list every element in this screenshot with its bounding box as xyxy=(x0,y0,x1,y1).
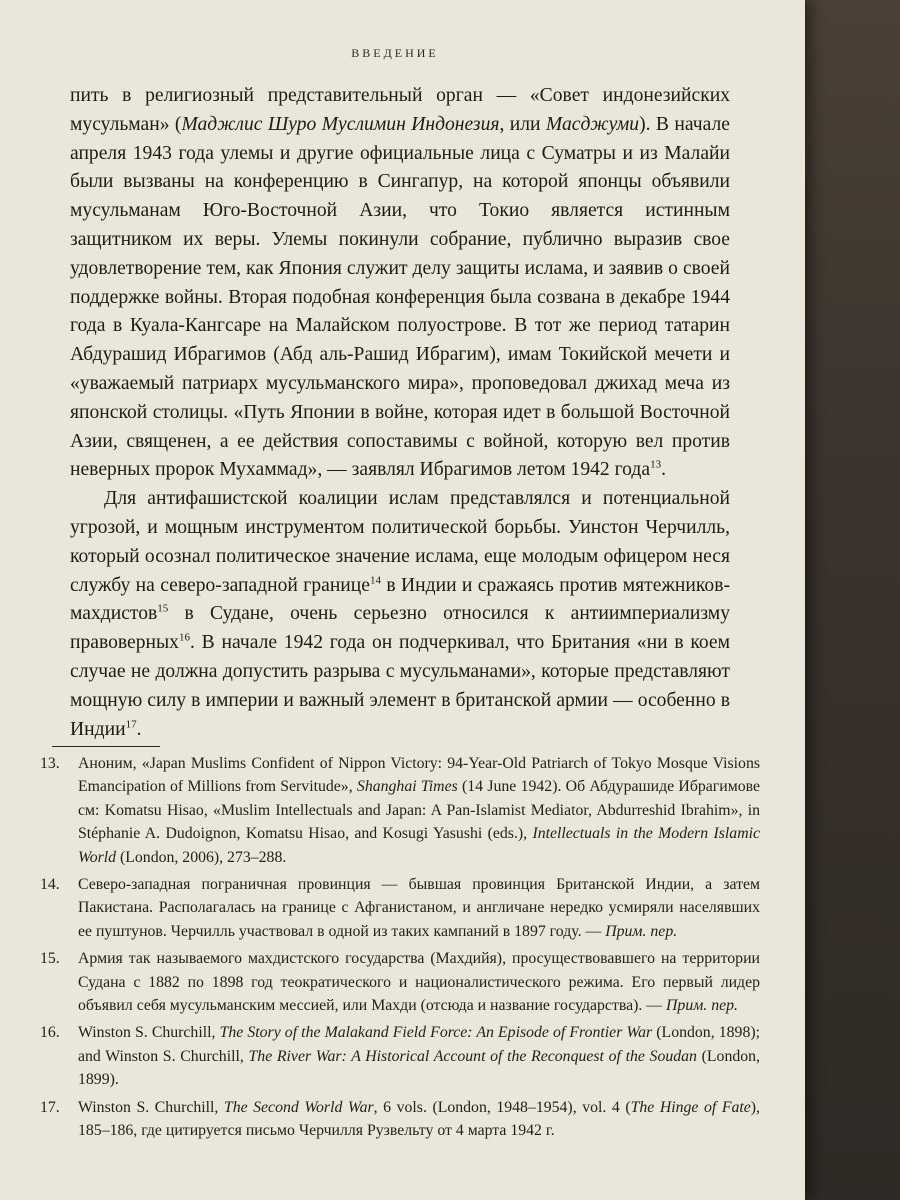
text-span: , или xyxy=(499,113,546,135)
text-span: Winston S. Churchill, xyxy=(78,1098,224,1116)
footnote-number: 14. xyxy=(40,876,60,894)
text-span: ). В начале апреля 1943 года улемы и другие официальные лица с Суматры и из Малайи были вызваны на конференцию в Сингапур, на которой японцы объявили мусульманам Юго-Восточной Азии, что Токио является истинным защитником их веры. Улемы покинули собрание, публично выразив свое удовлетворение тем, как Япония служит делу защиты ислама, и заявив о своей поддержке войны. Вторая подобная конференция была созвана в декабре 1944 года в Куала-Кангсаре на Малайском полуострове. В тот же период татарин Абдурашид Ибрагимов (Абд аль-Рашид Ибрагим), имам Токийской мечети и «уважаемый патриарх мусульманского мира», проповедовал джихад меча из японской столицы. «Путь Японии в войне, которая идет в большой Восточной Азии, священен, а ее действия сопоставимы с войной, которую вел против неверных пророк Мухаммад», — заявлял Ибрагимов летом 1942 года xyxy=(70,113,730,481)
italic-text: Маджлис Шуро Муслимин Индонезия xyxy=(181,113,500,135)
footnote-number: 13. xyxy=(40,755,60,772)
text-span: , 6 vols. (London, 1948–1954), vol. 4 ( xyxy=(373,1098,631,1116)
footnote-number: 17. xyxy=(40,1098,60,1116)
paragraph-2 xyxy=(70,485,730,744)
paragraph-1 xyxy=(70,82,730,485)
italic-text: The Second World War xyxy=(223,1098,374,1116)
italic-text: Прим. пер. xyxy=(666,997,738,1015)
text-span: Аноним, «Japan Muslims Confident of Nippon Victory: 94-Year-Old Patriarch of Tokyo Mosque Visions Emancipation of Millions from Servitude», xyxy=(78,755,760,796)
text-span: Северо-западная пограничная провинция — бывшая провинция Британской Индии, а затем Пакистана. Располагалась на границе с Афганистаном, и англичане нередко усмиряли населявших ее пуштунов. Черчилль участвовал в одной из таких кампаний в 1897 году. — xyxy=(78,876,760,940)
italic-text: Прим. пер. xyxy=(605,922,678,940)
text-span: (London, 2006), 273–288. xyxy=(116,848,287,866)
footnote-ref-14[interactable]: 14 xyxy=(369,574,381,587)
text-span: . xyxy=(661,459,666,481)
footnote-14 xyxy=(40,873,760,943)
text-span: (London, 1898); and Winston S. Churchill, xyxy=(78,1024,760,1065)
text-span: . xyxy=(136,718,142,740)
footnote-16 xyxy=(40,1021,760,1091)
italic-text: The Hinge of Fate xyxy=(630,1098,751,1116)
italic-text: Shanghai Times xyxy=(356,778,458,796)
running-head: ВВЕДЕНИЕ xyxy=(351,46,439,60)
text-span: пить в религиозный представительный орган — «Совет индонезийских мусульман» ( xyxy=(70,85,730,135)
footnote-ref-15[interactable]: 15 xyxy=(157,602,169,615)
italic-text: Intellectuals in the Modern Islamic World xyxy=(78,825,761,866)
text-span: в Индии и сражаясь против мятежников-махдистов xyxy=(70,574,730,625)
footnote-ref-16[interactable]: 16 xyxy=(178,631,190,644)
footnotes xyxy=(40,752,760,1147)
main-text xyxy=(70,82,730,744)
text-span: (14 June 1942). Об Абдурашиде Ибрагимове см: Komatsu Hisao, «Muslim Intellectuals and Japan: A Pan-Islamist Mediator, Abdurreshid Ibrahim», in Stéphanie A. Dudoignon, Komatsu Hisao, and Kosugi Yasushi (eds.), xyxy=(78,778,760,843)
text-span: Winston S. Churchill, xyxy=(78,1024,220,1042)
footnote-number: 15. xyxy=(40,950,60,968)
italic-text: The River War: A Historical Account of the Reconquest of the Soudan xyxy=(248,1047,697,1065)
text-span: в Судане, очень серьезно относился к антиимпериализму правоверных xyxy=(70,603,730,654)
footnote-ref-17[interactable]: 17 xyxy=(125,718,137,730)
footnote-number: 16. xyxy=(40,1024,60,1042)
text-span: Армия так называемого махдистского государства (Махдийя), просуществовавшего на территории Судана с 1882 по 1898 год теократического и националистического режима. Его первый лидер объявил себя мусульманским мессией, или Махди (отсюда и название государства). — xyxy=(78,950,760,1015)
footnote-17 xyxy=(40,1096,760,1143)
text-span: . В начале 1942 года он подчеркивал, что Британия «ни в коем случае не должна допустить разрыва с мусульманами», которые представляют мощную силу в империи и важный элемент в британской армии — особенно в Индии xyxy=(70,632,730,740)
footnote-ref-13[interactable]: 13 xyxy=(650,458,662,471)
footnote-15 xyxy=(40,947,760,1017)
text-span: Для антифашистской коалиции ислам представлялся и потенциальной угрозой, и мощным инструментом политической борьбы. Уинстон Черчилль, который осознал политическое значение ислама, еще молодым офицером неся службу на северо-западной границе xyxy=(70,488,730,596)
italic-text: Масджуми xyxy=(545,113,640,135)
footnote-13 xyxy=(40,752,760,869)
footnote-divider xyxy=(52,746,160,747)
italic-text: The Story of the Malakand Field Force: An Episode of Frontier War xyxy=(219,1024,653,1042)
text-span: (London, 1899). xyxy=(78,1047,760,1089)
text-span: ), 185–186, где цитируется письмо Черчилля Рузвельту от 4 марта 1942 г. xyxy=(78,1098,760,1140)
